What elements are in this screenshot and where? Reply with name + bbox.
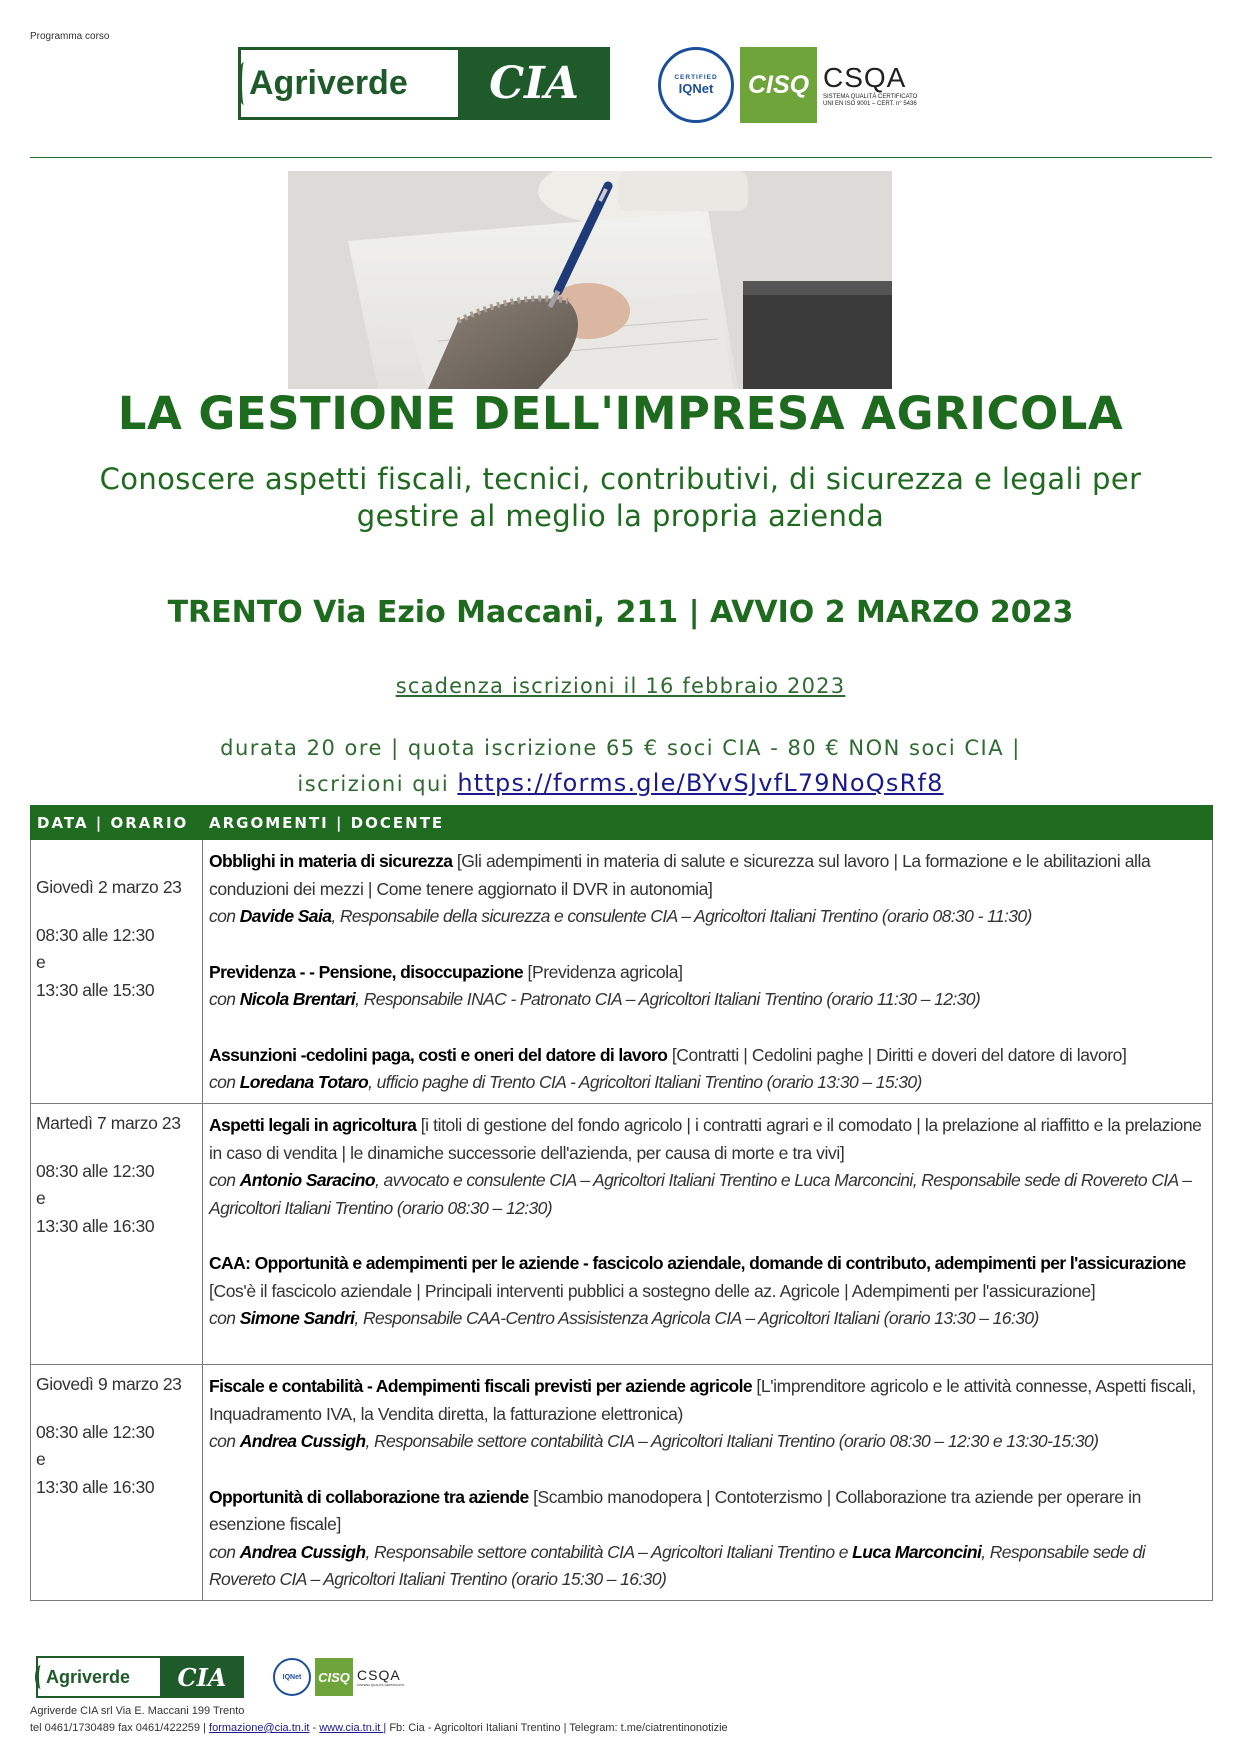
topic-title: Obblighi in materia di sicurezza: [209, 851, 453, 871]
topic-teacher-line: con Simone Sandri, Responsabile CAA-Centro Assisistenza Agricola CIA – Agricoltori Italiani (orario 13:30 – 16:30): [209, 1308, 1039, 1328]
column-header-date: DATA | ORARIO: [31, 806, 203, 840]
footer-cisq-logo: CISQ: [315, 1658, 353, 1696]
topic-item: [209, 848, 1204, 931]
topic-description: [Gli adempimenti in materia di salute e sicurezza sul lavoro | La formazione e le abilitazioni alla conduzioni dei mezzi | Come tenere aggiornato il DVR in autonomia]: [209, 851, 1151, 899]
topic-title: Opportunità di collaborazione tra aziende: [209, 1486, 529, 1507]
course-location-start: TRENTO Via Ezio Maccani, 211 | AVVIO 2 MARZO 2023: [167, 595, 1074, 630]
topic-teacher-line: con Davide Saia, Responsabile della sicurezza e consulente CIA – Agricoltori Italiani Trentino (orario 08:30 - 11:30): [209, 906, 1032, 926]
topic-title: Aspetti legali in agricoltura: [209, 1115, 417, 1135]
cia-wordmark: CIA: [458, 47, 610, 120]
session-date: Giovedì 9 marzo 23: [36, 1374, 182, 1394]
footer-agriverde-cia-logo: [36, 1656, 244, 1698]
teacher-name: Antonio Saracino: [239, 1170, 375, 1190]
topic-item: [209, 1112, 1204, 1222]
session-date: Giovedì 2 marzo 23: [36, 877, 182, 897]
topic-title: Previdenza - - Pensione, disoccupazione: [209, 961, 524, 982]
registration-prefix: iscrizioni qui: [297, 772, 450, 796]
teacher-name: Andrea Cussigh: [239, 1431, 366, 1451]
teacher-name: Luca Marconcini: [852, 1541, 982, 1562]
topic-teacher-line: con Antonio Saracino, avvocato e consulente CIA – Agricoltori Italiani Trentino e Luca Marconcini, Responsabile sede di Rovereto CIA – Agricoltori Italiani Trentino (orario 08:30 – 12:30): [209, 1170, 1192, 1218]
teacher-name: Andrea Cussigh: [239, 1541, 366, 1562]
cisq-logo: CISQ: [740, 47, 817, 123]
topic-description: [i titoli di gestione del fondo agricolo | i contratti agrari e il comodato | la prelazione al riaffitto e la prelazione in caso di vendita | le dinamiche successorie dell'azienda, per causa di morte e tra vivi]: [209, 1115, 1202, 1163]
session-date-cell: [31, 840, 203, 1104]
course-title: LA GESTIONE DELL'IMPRESA AGRICOLA: [117, 387, 1124, 440]
footer-agriverde-wordmark: Agriverde: [36, 1656, 160, 1698]
topic-item: [209, 1373, 1204, 1456]
registration-form-link[interactable]: https://forms.gle/BYvSJvfL79NoQsRf8: [457, 769, 944, 797]
topic-item: [209, 1250, 1204, 1333]
topic-teacher-line: con Andrea Cussigh, Responsabile settore contabilità CIA – Agricoltori Italiani Trentino (orario 08:30 – 12:30 e 13:30-15:30): [209, 1431, 1099, 1451]
csqa-logo: [823, 62, 917, 108]
footer-csqa-logo: [357, 1667, 404, 1687]
csqa-mark: CSQA: [823, 62, 907, 93]
session-date: Martedì 7 marzo 23: [36, 1113, 181, 1133]
topic-description: [Cos'è il fascicolo aziendale | Principali interventi pubblici a sostegno delle az. Agricole | Adempimenti per l'assicurazione]: [209, 1280, 1096, 1301]
session-date-cell: [31, 1365, 203, 1601]
session-time-separator: e: [36, 952, 46, 972]
certification-logos: [658, 47, 917, 123]
footer-contact-line: tel 0461/1730489 fax 0461/422259 | formazione@cia.tn.it - www.cia.tn.it | Fb: Cia - Agricoltori Italiani Trentino | Telegram: t.me/ciatrentinonotizie: [30, 1722, 728, 1734]
topic-description: [Contratti | Cedolini paghe | Diritti e doveri del datore di lavoro]: [667, 1044, 1127, 1065]
topic-item: [209, 1042, 1204, 1097]
program-table: [30, 805, 1213, 1601]
table-row: [31, 1365, 1213, 1601]
session-time-morning: 08:30 alle 12:30: [36, 1421, 155, 1442]
session-time-separator: e: [36, 1449, 46, 1469]
registration-deadline: [0, 674, 1241, 698]
table-row: [31, 840, 1213, 1104]
hand-writing-illustration: [288, 171, 892, 389]
csqa-subtitle: SISTEMA QUALITÀ CERTIFICATO: [823, 94, 918, 100]
document-label: Programma corso: [30, 31, 110, 42]
course-duration-fee: durata 20 ore | quota iscrizione 65 € soci CIA - 80 € NON soci CIA |: [220, 736, 1021, 760]
agriverde-cia-logo: [238, 47, 610, 120]
topic-teacher-line: con Loredana Totaro, ufficio paghe di Trento CIA - Agricoltori Italiani Trentino (orario 13:30 – 15:30): [209, 1072, 922, 1092]
teacher-name: Davide Saia: [239, 906, 332, 926]
topic-title: CAA: Opportunità e adempimenti per le aziende - fascicolo aziendale, domande di contributo, adempimenti per l'assicurazione: [209, 1253, 1186, 1273]
footer-certification-logos: [273, 1658, 404, 1696]
footer-cia-wordmark: CIA: [160, 1656, 244, 1698]
footer-company-address: Agriverde CIA srl Via E. Maccani 199 Trento: [30, 1705, 245, 1717]
iqnet-ring-text: CERTIFIED: [674, 74, 718, 81]
footer-website-link[interactable]: www.cia.tn.it |: [319, 1722, 387, 1734]
iqnet-certified-logo: [658, 47, 734, 123]
teacher-name: Loredana Totaro: [239, 1072, 369, 1092]
footer-iqnet-logo: [273, 1658, 311, 1696]
registration-line: [60, 766, 1181, 802]
session-time-morning: 08:30 alle 12:30: [36, 1160, 155, 1181]
hero-photo: [288, 171, 892, 389]
session-date-cell: [31, 1104, 203, 1365]
session-time-afternoon: 13:30 alle 15:30: [36, 979, 155, 1000]
session-time-afternoon: 13:30 alle 16:30: [36, 1476, 155, 1497]
footer-email-link[interactable]: formazione@cia.tn.it: [209, 1722, 310, 1734]
iqnet-mark: IQNet: [678, 81, 714, 96]
table-header-row: [31, 806, 1213, 840]
session-time-morning: 08:30 alle 12:30: [36, 924, 155, 945]
session-time-separator: e: [36, 1188, 46, 1208]
topic-description: [L'imprenditore agricolo e le attività connesse, Aspetti fiscali, Inquadramento IVA, la Vendita diretta, la fatturazione elettronica): [209, 1376, 1196, 1424]
column-header-topics: ARGOMENTI | DOCENTE: [203, 806, 1213, 840]
teacher-name: Nicola Brentari: [239, 989, 356, 1009]
topic-item: [209, 1484, 1204, 1594]
header-divider: [30, 157, 1212, 158]
footer-contacts: [30, 1703, 728, 1737]
topic-description: [Previdenza agricola]: [523, 961, 683, 982]
topic-description: [Scambio manodopera | Contoterzismo | Collaborazione tra aziende per operare in esenzione fiscale]: [209, 1486, 1141, 1534]
table-row: [31, 1104, 1213, 1365]
session-topics-cell: [203, 1104, 1213, 1365]
session-topics-cell: [203, 840, 1213, 1104]
agriverde-wordmark: Agriverde: [238, 47, 458, 120]
footer-iqnet-mark: IQNet: [282, 1673, 302, 1681]
topic-teacher-line: con Nicola Brentari, Responsabile INAC - Patronato CIA – Agricoltori Italiani Trentino (orario 11:30 – 12:30): [209, 989, 981, 1009]
csqa-cert-number: UNI EN ISO 9001 – CERT. n° 5436: [823, 101, 917, 107]
topic-title: Assunzioni -cedolini paga, costi e oneri del datore di lavoro: [209, 1044, 668, 1065]
course-info: [60, 731, 1181, 802]
footer-csqa-subtitle: SISTEMA QUALITÀ CERTIFICATO: [357, 1683, 405, 1687]
teacher-name: Simone Sandri: [239, 1308, 355, 1328]
topic-title: Fiscale e contabilità - Adempimenti fiscali previsti per aziende agricole: [209, 1376, 752, 1396]
footer-csqa-mark: CSQA: [357, 1667, 401, 1683]
topic-teacher-line: con Andrea Cussigh, Responsabile settore contabilità CIA – Agricoltori Italiani Trentino e Luca Marconcini, Responsabile sede di Rovereto CIA – Agricoltori Italiani Trentino (orario 15:30 – 16:30): [209, 1541, 1146, 1589]
session-topics-cell: [203, 1365, 1213, 1601]
topic-item: [209, 959, 1204, 1014]
registration-deadline-text: scadenza iscrizioni il 16 febbraio 2023: [395, 674, 846, 698]
course-subtitle: Conoscere aspetti fiscali, tecnici, contributivi, di sicurezza e legali per gestire al meglio la propria azienda: [99, 462, 1142, 533]
session-time-afternoon: 13:30 alle 16:30: [36, 1215, 155, 1236]
